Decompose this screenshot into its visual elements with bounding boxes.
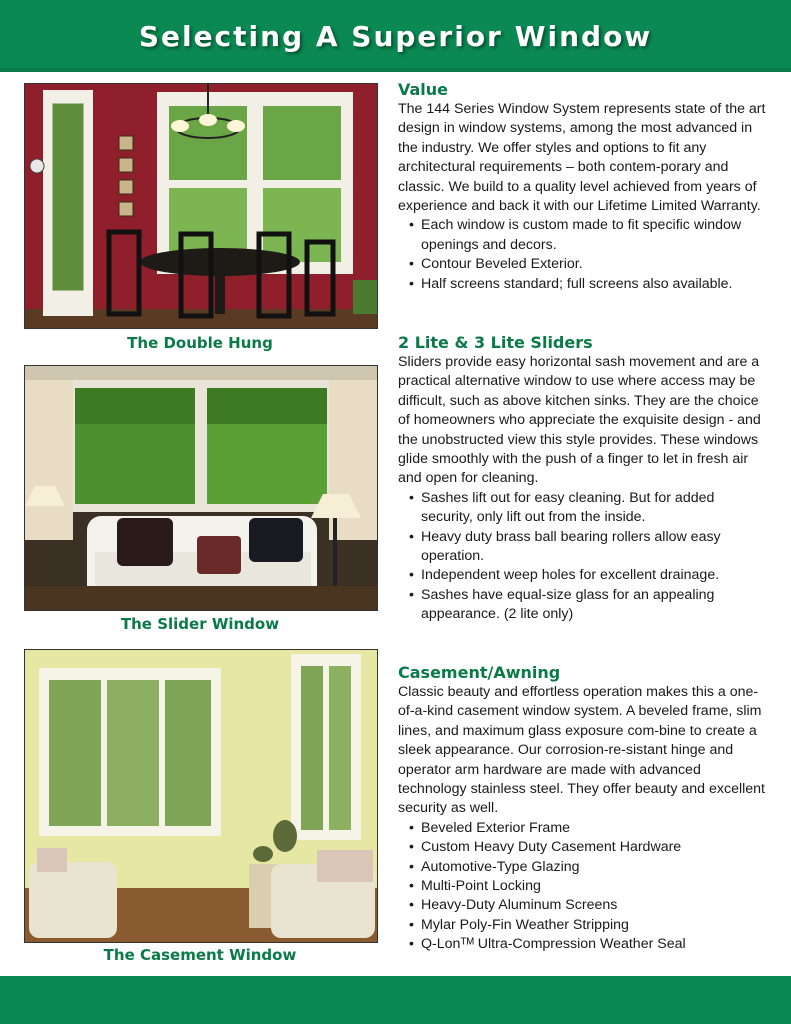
casement-body: Classic beauty and effortless operation makes this a one-of-a-kind casement window system. A beveled frame, slim lines, and maximum glass exposure com-bine to create a sleek appearance. Our corrosion-re-sistant hinge and operator arm hardware are made with advanced technology stainless steel. They offer beauty and excellent security as well. [398,684,766,817]
list-item: • Q-Lonᵀᴹ Ultra-Compression Weather Seal [398,935,768,954]
double-hung-caption: The Double Hung [127,334,273,352]
header-stripe [0,68,791,72]
list-item: • Heavy duty brass ball bearing rollers allow easy operation. [398,528,768,567]
page-title: Selecting A Superior Window [138,20,653,53]
list-item: • Contour Beveled Exterior. [398,255,768,274]
list-item: • Sashes lift out for easy cleaning. But for added security, only lift out from the inside. [398,489,768,528]
casement-bullets [398,819,768,955]
list-item: • Heavy-Duty Aluminum Screens [398,896,768,915]
casement-heading: Casement/Awning [398,663,561,682]
list-item: • Independent weep holes for excellent drainage. [398,566,768,585]
sliders-bullets [398,489,768,625]
list-item: • Custom Heavy Duty Casement Hardware [398,838,768,857]
list-item: • Automotive-Type Glazing [398,858,768,877]
value-heading: Value [398,80,449,99]
casement-section [398,663,768,955]
double-hung-photo [24,83,378,329]
value-body: The 144 Series Window System represents state of the art design in window systems, among the most advanced in the industry. We offer styles and options to fit any architectural requirements – both contem-porary and classic. We build to a quality level achieved from years of experience and back it with our Lifetime Limited Warranty. [398,101,766,215]
slider-window-photo [24,365,378,611]
list-item: • Each window is custom made to fit specific window openings and decors. [398,216,768,255]
casement-window-caption: The Casement Window [103,946,297,964]
sliders-heading: 2 Lite & 3 Lite Sliders [398,333,593,352]
value-bullets [398,216,768,294]
slider-window-caption: The Slider Window [120,615,280,633]
list-item: • Sashes have equal-size glass for an appealing appearance. (2 lite only) [398,586,768,625]
list-item: • Mylar Poly-Fin Weather Stripping [398,916,768,935]
sliders-body: Sliders provide easy horizontal sash movement and are a practical alternative window to use where access may be difficult, such as above kitchen sinks. They are the choice of homeowners who appreciate the exquisite design - and the unobstructed view this style provides. These windows glide smoothly with the push of a finger to let in fresh air and open for cleaning. [398,354,761,487]
casement-window-photo [24,649,378,943]
list-item: • Half screens standard; full screens also available. [398,275,768,294]
value-section [398,80,768,294]
list-item: • Multi-Point Locking [398,877,768,896]
list-item: • Beveled Exterior Frame [398,819,768,838]
sliders-section [398,333,768,625]
footer-banner [0,976,791,1024]
